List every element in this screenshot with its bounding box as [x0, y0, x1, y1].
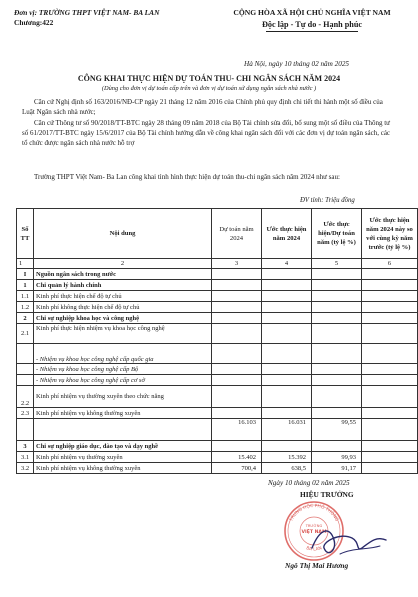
col-number: 3 [212, 259, 262, 269]
chapter-code: Chương:422 [14, 18, 54, 27]
intro-paragraph: Trường THPT Việt Nam- Ba Lan công khai tình hình thực hiện dự toán thu-chi ngân sách năm 2024 như sau: [34, 173, 340, 181]
col-number: 4 [262, 259, 312, 269]
table-row: 3 Chi sự nghiệp giáo dục, đào tạo và dạy nghề [17, 441, 418, 452]
table-row: - Nhiệm vụ khoa học công nghệ cấp Bộ [17, 364, 418, 375]
handwritten-signature [300, 518, 400, 564]
header-unit-block [14, 8, 159, 28]
signature-date: Ngày 10 tháng 02 năm 2025 [268, 479, 350, 487]
table-row: 2 Chi sự nghiệp khoa học và công nghệ [17, 313, 418, 324]
col-header-estimate: Dự toán năm 2024 [212, 209, 262, 259]
legal-basis-2: Căn cứ Thông tư số 90/2018/TT-BTC ngày 28 tháng 09 năm 2018 của Bộ Tài chính sửa đổi, bổ sung một số điều của Thông tư số 61/2017/TT-BTC ngày 15/6/2017 của Bộ Tài chính hướng dẫn về công khai ngân sách đối với các đơn vị dự toán ngân sách, các tổ chức được ngân sách nhà nước hỗ trợ [22, 119, 391, 148]
col-header-ratio-estimate: Ước thực hiện/Dự toán năm (tỷ lệ %) [312, 209, 362, 259]
unit-name: TRƯỜNG THPT VIỆT NAM- BA LAN [38, 8, 160, 17]
table-row: 2.2 Kinh phí nhiệm vụ thường xuyên theo chức năng [17, 386, 418, 408]
unit-of-measure: ĐV tính: Triệu đồng [300, 197, 355, 204]
document-subtitle: (Dùng cho đơn vị dự toán cấp trên và đơn vị dự toán sử dụng ngân sách nhà nước ) [101, 85, 317, 92]
nation-name: CỘNG HÒA XÃ HỘI CHỦ NGHĨA VIỆT NAM [233, 8, 391, 17]
table-row: 2.3 Kinh phí nhiệm vụ không thường xuyên [17, 408, 418, 419]
seal-ring-text: TRUNG HỌC PHỔ THÔNG [289, 503, 339, 523]
table-row: 3.2 Kinh phí nhiệm vụ không thường xuyên 700,4 638,5 91,17 [17, 463, 418, 474]
col-number: 6 [362, 259, 418, 269]
header-nation-block [212, 7, 412, 32]
col-number: 1 [17, 259, 34, 269]
table-row: 1.1 Kinh phí thực hiện chế độ tự chủ [17, 291, 418, 302]
table-row: 2.1 Kinh phí thực hiện nhiệm vụ khoa học công nghệ [17, 324, 418, 344]
table-row: 3.1 Kinh phí nhiệm vụ thường xuyên 15.402 15.392 99,93 [17, 452, 418, 463]
legal-basis-1: Căn cứ Nghị định số 163/2016/NĐ-CP ngày 21 tháng 12 năm 2016 của Chính phủ quy định chi tiết thi hành một số điều của Luật Ngân sách nhà nước; [22, 98, 383, 117]
nation-motto: Độc lập - Tự do - Hạnh phúc [261, 20, 363, 29]
table-header-row [17, 209, 418, 259]
col-number: 2 [34, 259, 212, 269]
seal-bottom-text: BA LAN [305, 546, 323, 553]
col-header-ratio-prev: Ước thực hiện năm 2024 này so với cùng kỳ năm trước (tỷ lệ %) [362, 209, 418, 259]
table-row: 1 Chi quản lý hành chính [17, 280, 418, 291]
table-row-subtotal: 16.103 16.031 99,55 [17, 419, 418, 441]
col-header-content: Nội dung [34, 209, 212, 259]
col-number: 5 [312, 259, 362, 269]
table-row: - Nhiệm vụ khoa học công nghệ cấp cơ sở [17, 375, 418, 386]
seal-text-name: VIỆT NAM [301, 530, 327, 535]
motto-underline [266, 31, 358, 32]
document-title: CÔNG KHAI THỰC HIỆN DỰ TOÁN THU- CHI NGÂN SÁCH NĂM 2024 [77, 74, 341, 83]
col-number-row [17, 259, 418, 269]
place-date: Hà Nội, ngày 10 tháng 02 năm 2025 [244, 60, 350, 68]
budget-table [16, 208, 418, 474]
table-row: I Nguồn ngân sách trong nước [17, 269, 418, 280]
unit-label: Đơn vị: [14, 8, 38, 17]
table-row: - Nhiệm vụ khoa học công nghệ cấp quốc gia [17, 344, 418, 364]
seal-text-top: TRƯỜNG [305, 524, 323, 528]
signer-name: Ngô Thị Mai Hương [285, 561, 349, 570]
signer-role: HIỆU TRƯỞNG [300, 490, 354, 499]
col-header-expected: Ước thực hiện năm 2024 [262, 209, 312, 259]
col-header-stt: Số TT [17, 209, 34, 259]
table-row: 1.2 Kinh phí không thực hiện chế độ tự chủ [17, 302, 418, 313]
